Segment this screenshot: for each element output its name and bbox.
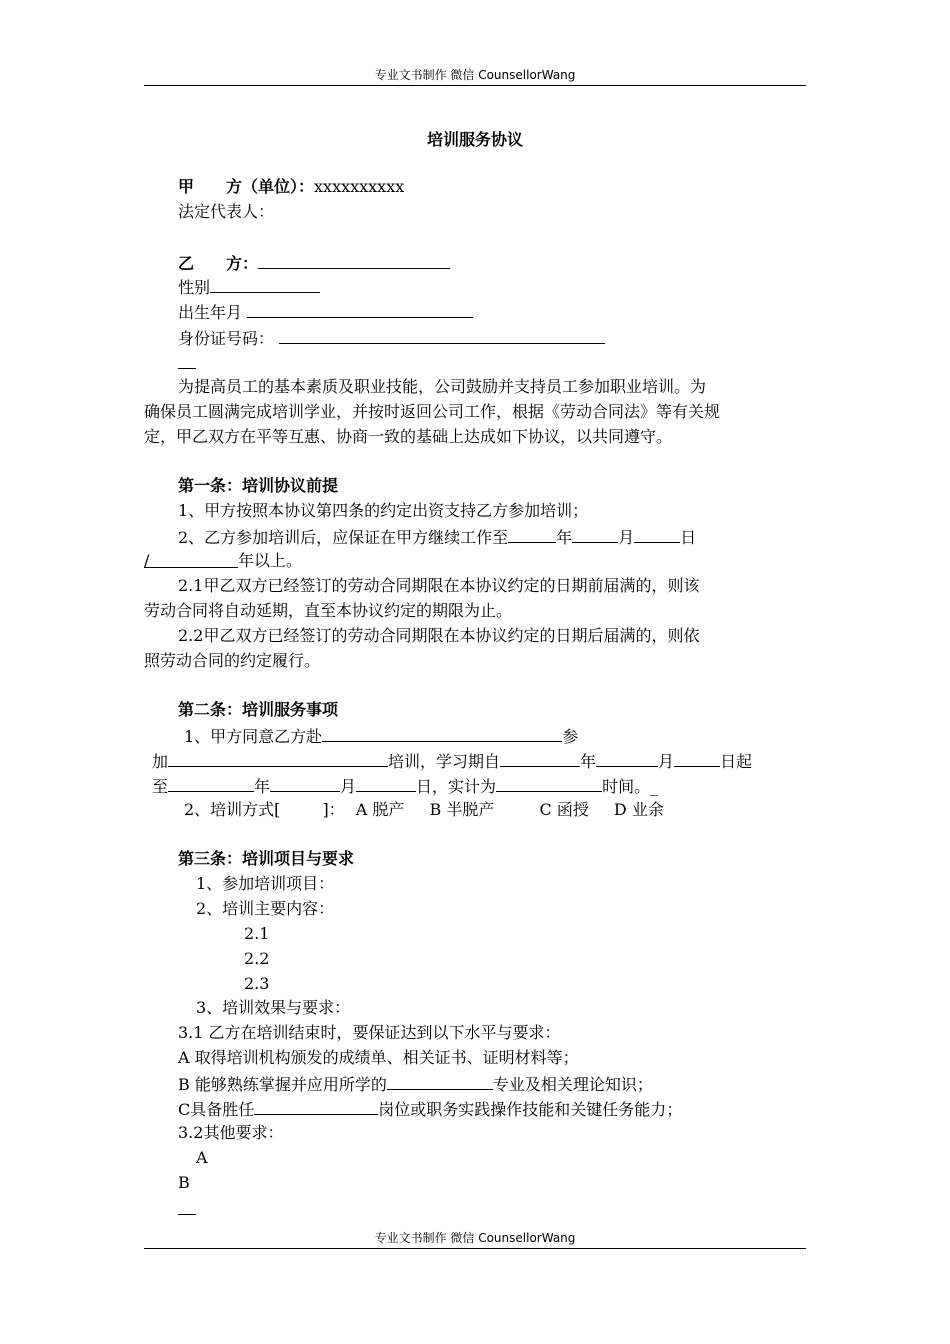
slash-text: / (144, 551, 150, 570)
total-time-blank[interactable] (496, 775, 602, 792)
article-3-line-3: 3、培训效果与要求： (196, 998, 351, 1017)
position-blank[interactable] (254, 1098, 378, 1115)
birth-label: 出生年月 (178, 303, 243, 322)
intro-line-1: 为提高员工的基本素质及职业技能，公司鼓励并支持员工参加职业培训。为 (178, 377, 707, 396)
birth-line (178, 301, 473, 323)
article-3-line-8: 3.2其他要求： (178, 1123, 284, 1142)
training-location-blank[interactable] (322, 725, 562, 742)
birth-blank[interactable] (247, 301, 473, 318)
specialty-blank[interactable] (387, 1073, 493, 1090)
article-2-line-1-text: 1、甲方同意乙方赴 (184, 727, 323, 746)
article-2-l2a: 加 (152, 752, 169, 771)
other-req-b: B (178, 1173, 190, 1192)
party-a-value: xxxxxxxxxx (314, 177, 405, 196)
years-suffix: 年以上。 (238, 551, 303, 570)
end-day-blank[interactable] (356, 775, 416, 792)
start-month-blank[interactable] (596, 750, 658, 767)
article-2-l3d: 日，实计为 (416, 777, 497, 796)
other-req-a: A (196, 1148, 208, 1167)
month-label: 月 (618, 528, 635, 547)
article-1-heading: 第一条：培训协议前提 (178, 476, 339, 495)
trailing-blank (178, 1198, 196, 1220)
id-blank[interactable] (279, 327, 605, 344)
day-label: 日 (680, 528, 697, 547)
article-1-line-5: 劳动合同将自动延期，直至本协议约定的期限为止。 (144, 601, 513, 620)
article-2-l3e: 时间。_ (602, 777, 659, 796)
party-a-line (178, 177, 404, 197)
intro-line-2: 确保员工圆满完成培训学业，并按时返回公司工作，根据《劳动合同法》等有关规 (144, 402, 721, 421)
header-rule (144, 85, 806, 86)
article-2-l3b: 年 (254, 777, 271, 796)
article-1-line-4: 2.1甲乙双方已经签订的劳动合同期限在本协议约定的日期前届满的，则该 (178, 576, 700, 595)
article-2-l2c: 年 (580, 752, 597, 771)
article-3-line-6 (178, 1073, 653, 1095)
option-c[interactable]: C 函授 (539, 800, 589, 819)
party-b-blank[interactable] (258, 252, 450, 269)
article-3-line-5: A 取得培训机构颁发的成绩单、相关证书、证明材料等； (178, 1048, 579, 1067)
article-1-line-6: 2.2甲乙双方已经签订的劳动合同期限在本协议约定的日期后届满的，则依 (178, 626, 700, 645)
training-mode-label: 2、培训方式[ (184, 800, 281, 819)
start-year-blank[interactable] (500, 750, 580, 767)
article-2-heading: 第二条：培训服务事项 (178, 700, 339, 719)
legal-rep-label: 法定代表人： (178, 202, 275, 221)
work-month-blank[interactable] (572, 526, 618, 543)
article-2-line-4 (184, 800, 664, 820)
party-a-label: 甲 方（单位）： (178, 177, 315, 196)
article-3-line-7 (178, 1098, 682, 1120)
content-item-2-3: 2.3 (244, 974, 270, 993)
option-a[interactable]: A 脱产 (355, 800, 405, 819)
end-year-blank[interactable] (168, 775, 254, 792)
start-day-blank[interactable] (674, 750, 720, 767)
article-2-line-2 (152, 750, 752, 772)
footer-rule (144, 1248, 806, 1249)
article-3-l7b: 岗位或职务实践操作技能和关键任务能力； (378, 1100, 683, 1119)
party-b-label: 乙 方： (178, 254, 259, 273)
end-month-blank[interactable] (270, 775, 340, 792)
article-2-l2b: 培训，学习期自 (388, 752, 501, 771)
article-1-line-7: 照劳动合同的约定履行。 (144, 651, 321, 670)
gender-blank[interactable] (210, 276, 320, 293)
party-b-line (178, 252, 450, 274)
work-day-blank[interactable] (634, 526, 680, 543)
option-d[interactable]: D 业余 (613, 800, 664, 819)
article-3-l7a: C具备胜任 (178, 1100, 255, 1119)
article-2-l2d: 月 (658, 752, 675, 771)
work-year-blank[interactable] (508, 526, 556, 543)
training-name-blank[interactable] (168, 750, 388, 767)
content-item-2-2: 2.2 (244, 949, 270, 968)
gender-label: 性别 (178, 278, 211, 297)
years-blank[interactable] (144, 551, 238, 568)
article-3-l6a: B 能够熟练掌握并应用所学的 (178, 1075, 387, 1094)
article-3-line-4: 3.1 乙方在培训结束时，要保证达到以下水平与要求： (178, 1023, 561, 1042)
training-mode-close: ]： (322, 800, 345, 819)
article-2-l3c: 月 (340, 777, 357, 796)
document-title: 培训服务协议 (426, 130, 523, 149)
gender-line (178, 276, 320, 298)
id-blank-tail (178, 352, 196, 374)
article-3-heading: 第三条：培训项目与要求 (178, 849, 355, 868)
article-2-line-1 (184, 725, 578, 747)
id-label: 身份证号码： (178, 329, 275, 348)
article-2-line-1-tail: 参 (562, 727, 579, 746)
content-item-2-1: 2.1 (244, 924, 270, 943)
year-label: 年 (556, 528, 573, 547)
article-3-line-2: 2、培训主要内容： (196, 899, 335, 918)
article-1-line-2-text: 2、乙方参加培训后，应保证在甲方继续工作至 (178, 528, 509, 547)
article-1-line-1: 1、甲方按照本协议第四条的约定出资支持乙方参加培训； (178, 501, 589, 520)
article-3-l6b: 专业及相关理论知识； (492, 1075, 653, 1094)
article-2-line-3 (152, 775, 658, 797)
intro-line-3: 定，甲乙双方在平等互惠、协商一致的基础上达成如下协议，以共同遵守。 (144, 427, 673, 446)
page-header: 专业文书制作 微信 CounsellorWang (374, 68, 576, 82)
id-line (178, 327, 605, 349)
article-2-l2e: 日起 (720, 752, 753, 771)
article-1-line-3 (144, 551, 302, 571)
article-2-l3a: 至 (152, 777, 169, 796)
article-3-line-1: 1、参加培训项目： (196, 874, 335, 893)
page-footer: 专业文书制作 微信 CounsellorWang (374, 1231, 576, 1245)
option-b[interactable]: B 半脱产 (429, 800, 495, 819)
article-1-line-2 (178, 526, 696, 548)
